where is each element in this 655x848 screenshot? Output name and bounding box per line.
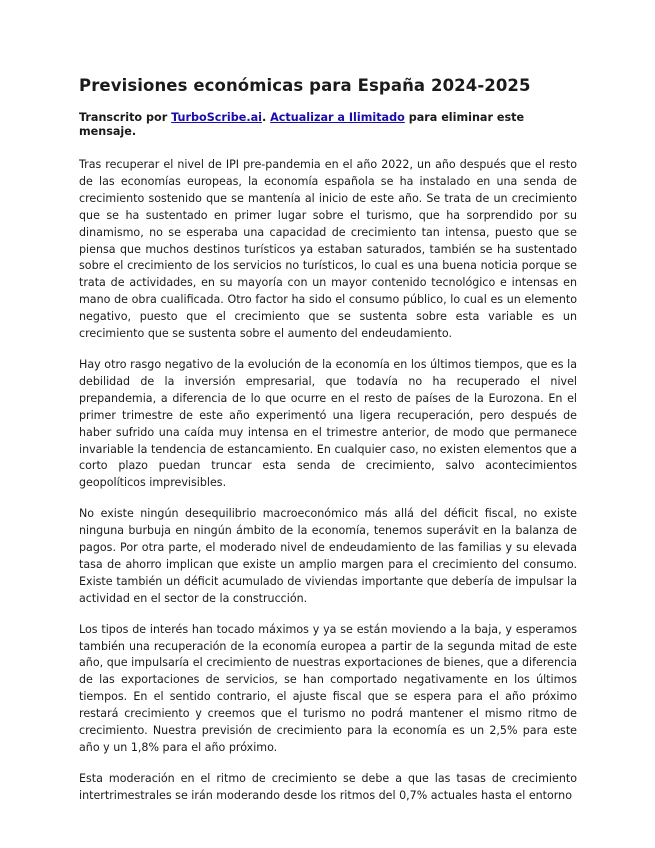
document-page bbox=[79, 74, 577, 819]
paragraph-1: Tras recuperar el nivel de IPI pre-pandemia en el año 2022, un año después que el resto de las economías europeas, la economía española se ha instalado en una senda de crecimiento sostenido que se mantenía al inicio de este año. Se trata de un crecimiento que se ha sustentado en primer lugar sobre el turismo, que ha sorprendido por su dinamismo, no se esperaba una capacidad de crecimiento tan intensa, puesto que se piensa que muchos destinos turísticos ya estaban saturados, también se ha sustentado sobre el crecimiento de los servicios no turísticos, lo cual es una buena noticia porque se trata de actividades, en su mayoría con un mayor contenido tecnológico e intensas en mano de obra cualificada. Otro factor ha sido el consumo público, lo cual es un elemento negativo, puesto que el crecimiento que se sustenta sobre esta variable es un crecimiento que se sustenta sobre el aumento del endeudamiento. bbox=[79, 158, 577, 341]
paragraph-4: Los tipos de interés han tocado máximos y ya se están moviendo a la baja, y esperamos también una recuperación de la economía europea a partir de la segunda mitad de este año, que impulsaría el crecimiento de nuestras exportaciones de bienes, que a diferencia de las exportaciones de servicios, se han comportado negativamente en los últimos tiempos. En el sentido contrario, el ajuste fiscal que se espera para el año próximo restará crecimiento y creemos que el turismo no podrá mantener el mismo ritmo de crecimiento. Nuestra previsión de crecimiento para la economía es un 2,5% para este año y un 1,8% para el año próximo. bbox=[79, 622, 577, 754]
notice-suffix: para eliminar este mensaje. bbox=[79, 111, 525, 138]
upgrade-unlimited-link[interactable]: Actualizar a Ilimitado bbox=[270, 111, 405, 124]
notice-prefix: Transcrito por bbox=[79, 111, 172, 124]
notice-middle: . bbox=[261, 111, 271, 124]
paragraph-3: No existe ningún desequilibrio macroeconómico más allá del déficit fiscal, no existe ninguna burbuja en ningún ámbito de la economía, tenemos superávit en la balanza de pagos. Por otra parte, el moderado nivel de endeudamiento de las familias y su elevada tasa de ahorro implican que existe un amplio margen para el crecimiento del consumo. Existe también un déficit acumulado de viviendas importante que debería de impulsar la actividad en el sector de la construcción. bbox=[79, 507, 577, 605]
turboscribe-link[interactable]: TurboScribe.ai bbox=[171, 111, 262, 124]
paragraph-5: Esta moderación en el ritmo de crecimiento se debe a que las tasas de crecimiento intertrimestrales se irán moderando desde los ritmos del 0,7% actuales hasta el entorno bbox=[79, 771, 577, 802]
transcription-notice bbox=[79, 111, 577, 139]
document-title: Previsiones económicas para España 2024-2025 bbox=[79, 76, 531, 95]
paragraph-2: Hay otro rasgo negativo de la evolución de la economía en los últimos tiempos, que es la debilidad de la inversión empresarial, que todavía no ha recuperado el nivel prepandemia, a diferencia de lo que ocurre en el resto de países de la Eurozona. En el primer trimestre de este año experimentó una ligera recuperación, pero después de haber sufrido una caída muy intensa en el trimestre anterior, de modo que permanece invariable la tendencia de estancamiento. En cualquier caso, no existen elementos que a corto plazo puedan truncar esta senda de crecimiento, salvo acontecimientos geopolíticos imprevisibles. bbox=[79, 357, 577, 490]
